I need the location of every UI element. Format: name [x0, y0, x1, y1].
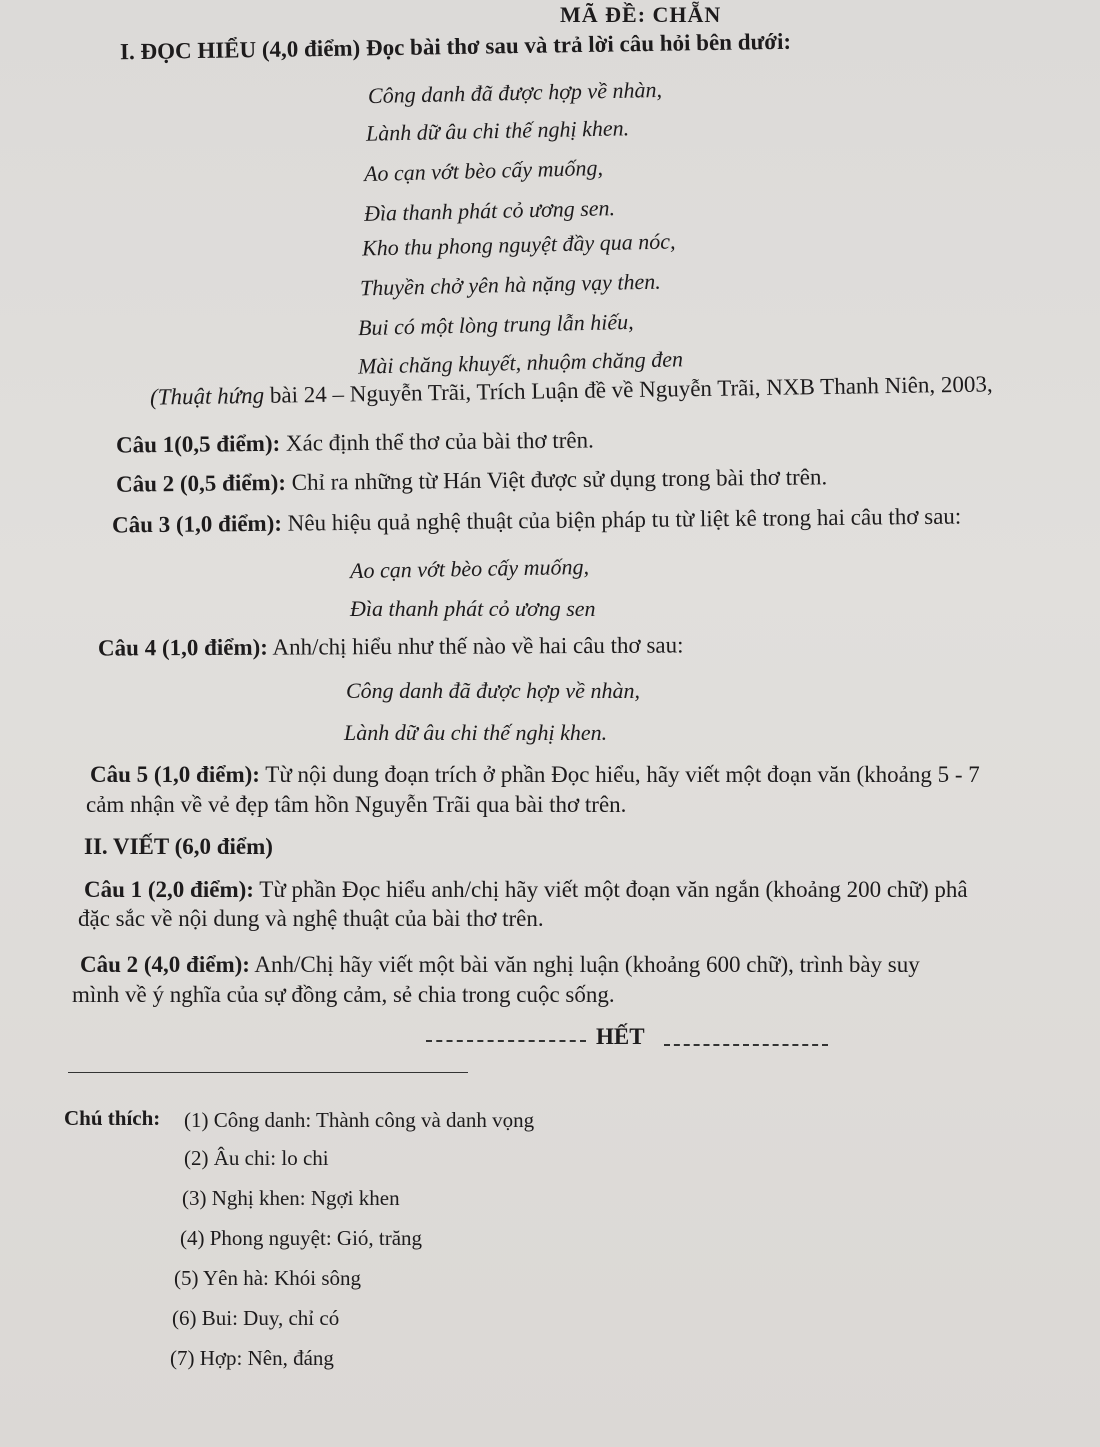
writing-question-1-continued: đặc sắc về nội dung và nghệ thuật của bài thơ trên. — [78, 906, 544, 931]
poem-source — [150, 371, 993, 410]
question-text: Anh/Chị hãy viết một bài văn nghị luận (khoảng 600 chữ), trình bày suy — [249, 952, 920, 977]
question-5-continued: cảm nhận về vẻ đẹp tâm hồn Nguyễn Trãi qua bài thơ trên. — [86, 792, 627, 817]
reading-instruction: Đọc bài thơ sau và trả lời câu hỏi bên dưới: — [360, 28, 792, 61]
writing-section-title: II. VIẾT (6,0 điểm) — [84, 834, 273, 859]
note-item: (7) Hợp: Nên, đáng — [170, 1346, 334, 1370]
question-1 — [116, 427, 594, 458]
question-4 — [98, 632, 684, 661]
notes-label: Chú thích: — [64, 1106, 161, 1130]
poem-source-detail: bài 24 – Nguyễn Trãi, Trích Luận đề về Nguyễn Trãi, NXB Thanh Niên, 2003, — [263, 371, 993, 408]
question-text: Xác định thể thơ của bài thơ trên. — [280, 427, 594, 456]
q4-quote-line-1: Công danh đã được hợp về nhàn, — [346, 678, 640, 703]
question-label: Câu 5 (1,0 điểm): — [90, 762, 260, 787]
note-item: (1) Công danh: Thành công và danh vọng — [184, 1108, 535, 1132]
question-label: Câu 1 (2,0 điểm): — [84, 877, 254, 902]
q3-quote-line-1: Ao cạn vớt bèo cấy muống, — [349, 553, 590, 584]
question-label: Câu 1(0,5 điểm): — [115, 430, 281, 458]
exam-code: MÃ ĐỀ: CHẴN — [560, 2, 722, 27]
poem-line-8: Mài chăng khuyết, nhuộm chăng đen — [357, 346, 684, 379]
end-mark: HẾT — [596, 1024, 645, 1049]
poem-line-2: Lành dữ âu chi thế nghị khen. — [365, 115, 630, 146]
poem-source-title: (Thuật hứng — [149, 382, 265, 410]
question-label: Câu 4 (1,0 điểm): — [97, 634, 269, 661]
question-label: Câu 3 (1,0 điểm): — [111, 510, 283, 538]
poem-line-1: Công danh đã được hợp về nhàn, — [367, 76, 663, 109]
question-5 — [90, 762, 980, 788]
note-item: (6) Bui: Duy, chỉ có — [172, 1306, 340, 1330]
poem-line-5: Kho thu phong nguyệt đầy qua nóc, — [361, 228, 676, 261]
writing-question-2-continued: mình về ý nghĩa của sự đồng cảm, sẻ chia trong cuộc sống. — [72, 982, 615, 1007]
question-text: Anh/chị hiểu như thế nào về hai câu thơ sau: — [267, 632, 684, 660]
end-dash-left — [426, 1040, 586, 1042]
writing-question-2 — [80, 952, 920, 978]
q3-quote-line-2: Đìa thanh phát cỏ ương sen — [350, 596, 596, 621]
question-label: Câu 2 (0,5 điểm): — [115, 469, 287, 497]
question-text: Từ phần Đọc hiểu anh/chị hãy viết một đoạn văn ngắn (khoảng 200 chữ) phâ — [253, 877, 968, 902]
footnote-divider — [68, 1072, 468, 1073]
question-text: Nêu hiệu quả nghệ thuật của biện pháp tu từ liệt kê trong hai câu thơ sau: — [281, 503, 962, 536]
question-text: Từ nội dung đoạn trích ở phần Đọc hiểu, hãy viết một đoạn văn (khoảng 5 - 7 — [259, 762, 980, 787]
poem-line-3: Ao cạn vớt bèo cấy muống, — [363, 154, 604, 187]
reading-section-heading — [120, 29, 791, 66]
note-item: (4) Phong nguyệt: Gió, trăng — [180, 1226, 423, 1250]
writing-question-1 — [84, 877, 968, 903]
question-2 — [116, 464, 827, 497]
question-label: Câu 2 (4,0 điểm): — [80, 952, 250, 977]
poem-line-7: Bui có một lòng trung lẫn hiếu, — [357, 308, 634, 341]
q4-quote-line-2: Lành dữ âu chi thế nghị khen. — [344, 720, 608, 745]
note-item: (5) Yên hà: Khói sông — [174, 1266, 362, 1290]
poem-line-6: Thuyền chở yên hà nặng vạy then. — [359, 268, 661, 301]
end-dash-right — [664, 1044, 828, 1046]
question-3 — [112, 504, 961, 539]
reading-section-title: I. ĐỌC HIỂU (4,0 điểm) — [119, 35, 361, 65]
note-item: (2) Âu chi: lo chi — [184, 1146, 329, 1170]
note-item: (3) Nghị khen: Ngợi khen — [182, 1186, 400, 1210]
question-text: Chỉ ra những từ Hán Việt được sử dụng trong bài thơ trên. — [285, 464, 828, 495]
poem-line-4: Đìa thanh phát cỏ ương sen. — [363, 195, 616, 226]
